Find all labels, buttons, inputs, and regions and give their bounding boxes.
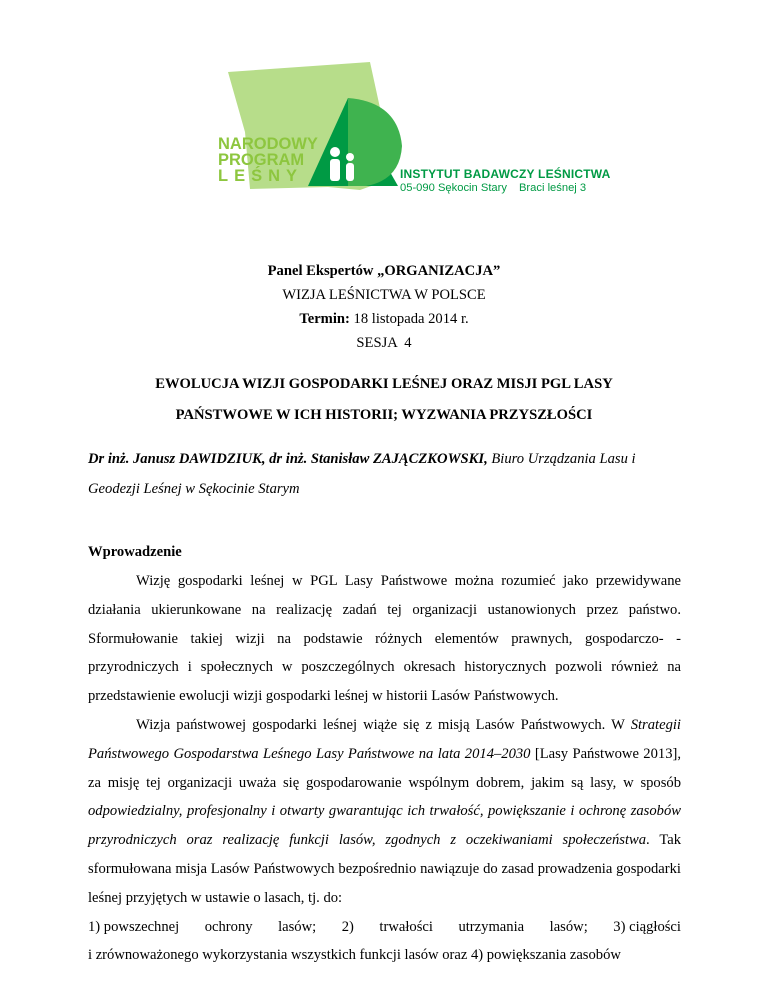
program-line-2: PROGRAM: [218, 151, 305, 169]
paragraph-2-part-3: . Tak sformułowana misja Lasów Państwowych bezpośrednio nawiązuje do zasad prowadzenia gospodarki leśnej przyjętych w ustawie o lasach, tj. do:: [88, 832, 681, 906]
institute-logo: [210, 62, 610, 212]
list-word: 2): [341, 918, 354, 935]
list-word: utrzymania: [458, 918, 525, 935]
list-word: 3) ciągłości: [613, 918, 681, 935]
institute-name: INSTYTUT BADAWCZY LEŚNICTWA: [400, 167, 611, 181]
paper-title-line-2: PAŃSTWOWE W ICH HISTORII; WYZWANIA PRZYSZŁOŚCI: [175, 407, 593, 423]
institute-block: [400, 167, 611, 195]
paragraph-2-part-1: Wizja państwowej gospodarki leśnej wiąże się z misją Lasów Państwowych. W: [136, 716, 625, 733]
address-street: Braci leśnej 3: [518, 182, 587, 194]
program-line-1: NARODOWY: [218, 135, 318, 153]
program-line-3: LEŚNY: [218, 167, 304, 185]
author-affiliation: Biuro Urządzania Lasu i Geodezji Leśnej w Sękocinie Starym: [88, 451, 636, 497]
body-text: [88, 567, 681, 970]
paragraph-1: Wizję gospodarki leśnej w PGL Lasy Państwowe można rozumieć jako przewidywane działania ukierunkowane na realizację zadań tej organizacji ustanowionych przez państwo. Sformułowanie takiej wizji na podstawie różnych elementów prawnych, gospodarczo- -przyrodniczych i społecznych w poszczególnych okresach historycznych pozwoli również na przedstawienie ewolucji wizji gospodarki leśnej w historii Lasów Państwowych.: [88, 573, 681, 705]
list-word: 1) powszechnej: [88, 918, 180, 935]
mission-statement: odpowiedzialny, profesjonalny i otwarty gwarantując ich trwałość, powiększanie i ochronę zasobów przyrodniczych oraz realizację funkcji lasów, zgodnych z oczekiwaniami społeczeństwa: [88, 803, 681, 849]
institute-address: [400, 181, 611, 195]
list-word: ochrony: [204, 918, 253, 935]
paragraph-2-last-line: i zrównoważonego wykorzystania wszystkich funkcji lasów oraz 4) powiększania zasobów: [88, 947, 621, 964]
paper-title-line-1: EWOLUCJA WIZJI GOSPODARKI LEŚNEJ ORAZ MISJI PGL LASY: [155, 376, 613, 392]
list-word: trwałości: [379, 918, 433, 935]
paper-title: [100, 369, 668, 431]
address-city: 05-090 Sękocin Stary: [400, 182, 507, 194]
session-label: SESJA 4: [356, 335, 412, 351]
section-heading: Wprowadzenie: [88, 544, 182, 560]
authors-line: [88, 444, 688, 504]
strategy-title: Strategii Państwowego Gospodarstwa Leśnego Lasy Państwowe na lata 2014–2030: [88, 716, 681, 762]
vision-heading: WIZJA LEŚNICTWA W POLSCE: [282, 287, 486, 303]
list-word: lasów;: [549, 918, 588, 935]
date-label: Termin:: [299, 311, 350, 327]
principles-list-line: [88, 913, 681, 942]
paragraph-2: [88, 711, 681, 913]
meeting-date: [0, 310, 768, 328]
panel-heading: Panel Ekspertów „ORGANIZACJA”: [267, 263, 501, 279]
program-name: [218, 136, 318, 184]
author-names: Dr inż. Janusz DAWIDZIUK, dr inż. Stanisław ZAJĄCZKOWSKI,: [88, 451, 488, 467]
date-value: 18 listopada 2014 r.: [353, 311, 469, 327]
paragraph-2-part-2: [Lasy Państwowe 2013], za misję tej organizacji uważa się gospodarowanie wspólnym dobrem, jakim są lasy, w sposób: [88, 745, 681, 791]
list-word: lasów;: [278, 918, 317, 935]
